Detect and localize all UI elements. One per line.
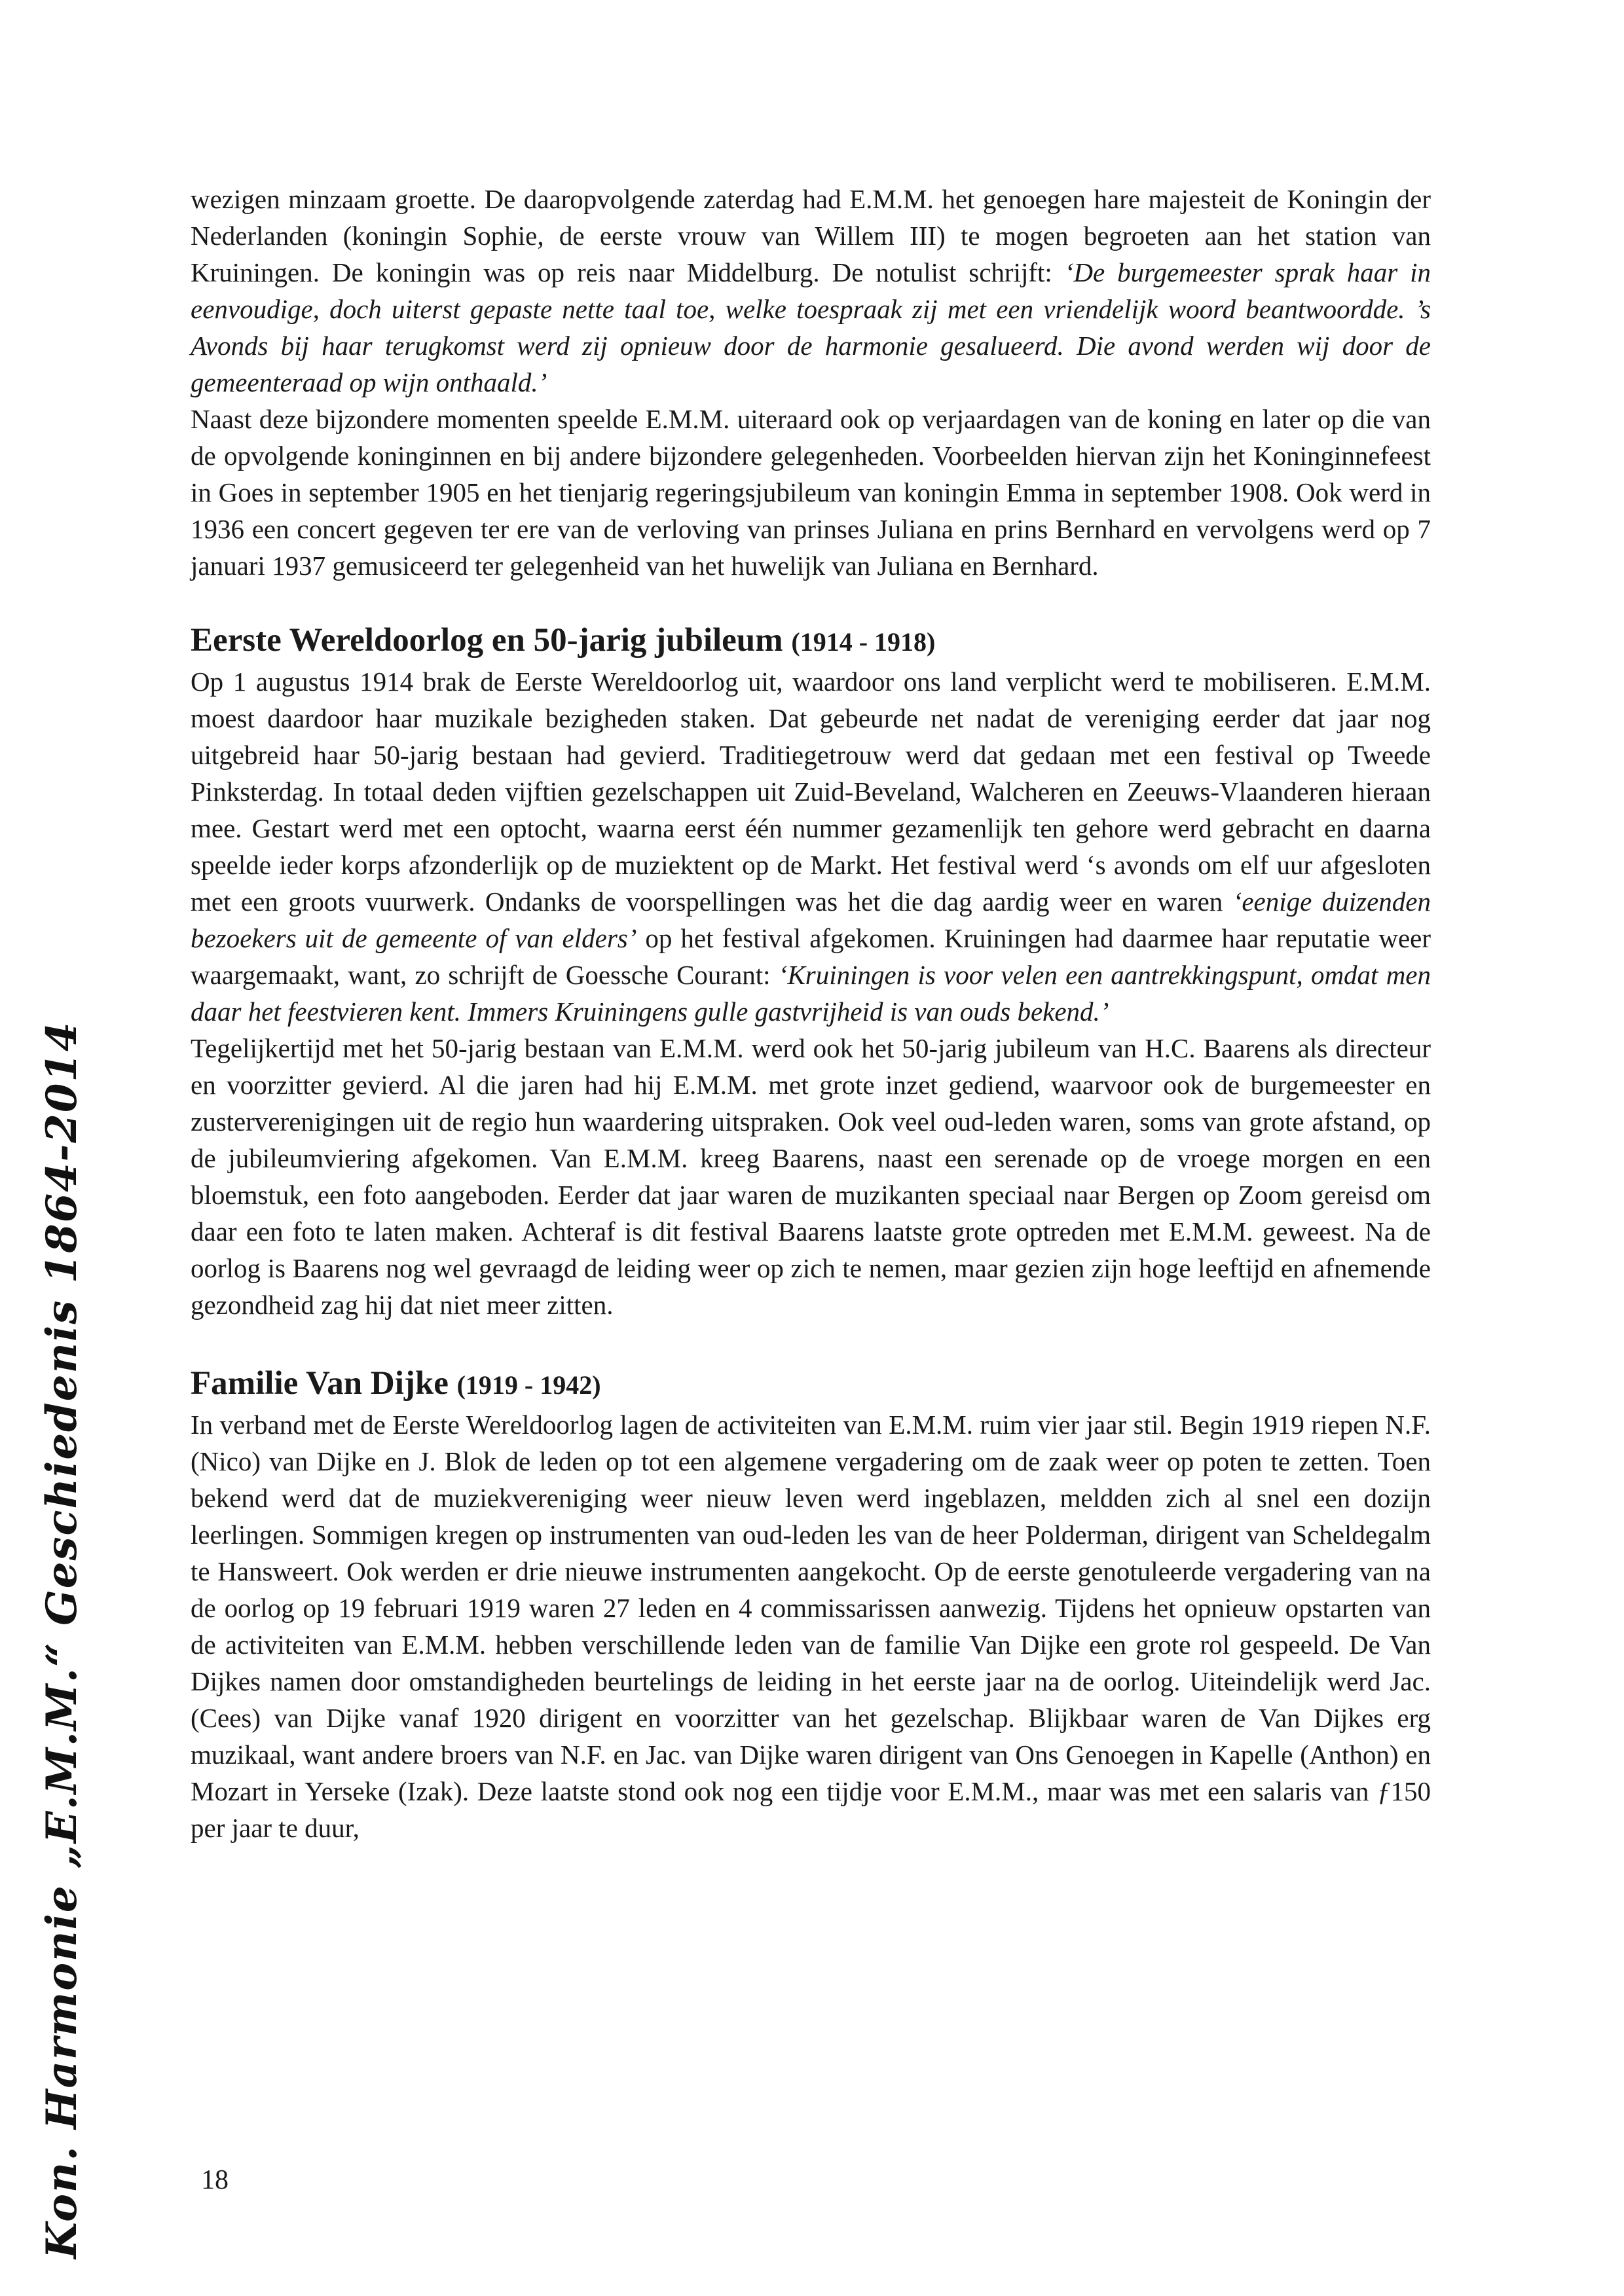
ww1-text-1: Op 1 augustus 1914 brak de Eerste Wereldoorlog uit, waardoor ons land verplicht werd te mobiliseren. E.M.M. moest daardoor haar muzikale bezigheden staken. Dat gebeurde net nadat de vereniging eerder dat jaar nog uitgebreid haar 50-jarig bestaan had gevierd. Traditiegetrouw werd dat gedaan met een festival op Tweede Pinksterdag. In totaal deden vijftien gezelschappen uit Zuid-Beveland, Walcheren en Zeeuws-Vlaanderen hieraan mee. Gestart werd met een optocht, waarna eerst één nummer gezamenlijk ten gehore werd gebracht en daarna speelde ieder korps afzonderlijk op de muziektent op de Markt. Het festival werd ‘s avonds om elf uur afgesloten met een groots vuurwerk. Ondanks de voorspellingen was het die dag aardig weer en waren xyxy=(191,666,1431,917)
intro-paragraph-1 xyxy=(191,181,1431,401)
courant-quote: ‘Kruiningen is voor velen een aantrekkingspunt, omdat men daar het feestvieren kent. Immers Kruiningens gulle gastvrijheid is van ouds bekend.’ xyxy=(191,960,1431,1027)
ww1-paragraph-2: Tegelijkertijd met het 50-jarig bestaan van E.M.M. werd ook het 50-jarig jubileum van H.C. Baarens als directeur en voorzitter gevierd. Al die jaren had hij E.M.M. met grote inzet gediend, waarvoor ook de burgemeester en zusterverenigingen uit de regio hun waardering uitspraken. Ook veel oud-leden waren, soms van grote afstand, op de jubileumviering afgekomen. Van E.M.M. kreeg Baarens, naast een serenade op de vroege morgen en een bloemstuk, een foto aangeboden. Eerder dat jaar waren de muzikanten speciaal naar Bergen op Zoom gereisd om daar een foto te laten maken. Achteraf is dit festival Baarens laatste grote optreden met E.M.M. geweest. Na de oorlog is Baarens nog wel gevraagd de leiding weer op zich te nemen, maar gezien zijn hoge leeftijd en afnemende gezondheid zag hij dat niet meer zitten. xyxy=(191,1033,1431,1320)
van-dijke-text-2: 150 per jaar te duur, xyxy=(191,1776,1431,1843)
section-heading-text: Eerste Wereldoorlog en 50-jarig jubileum xyxy=(191,622,783,659)
page-number: 18 xyxy=(201,2165,229,2195)
section-heading-dates: (1914 - 1918) xyxy=(791,627,936,657)
section-heading-dates: (1919 - 1942) xyxy=(456,1370,601,1400)
intro-text: wezigen minzaam groette. De daaropvolgende zaterdag had E.M.M. het genoegen hare majesteit de Koningin der Nederlanden (koningin Sophie, de eerste vrouw van Willem III) te mogen begroeten aan het station van Kruiningen. De koningin was op reis naar Middelburg. De notulist schrijft: xyxy=(191,184,1431,287)
ww1-paragraph-1 xyxy=(191,663,1431,1030)
section-heading-ww1 xyxy=(191,619,1431,663)
van-dijke-text-1: In verband met de Eerste Wereldoorlog lagen de activiteiten van E.M.M. ruim vier jaar stil. Begin 1919 riepen N.F. (Nico) van Dijke en J. Blok de leden op tot een algemene vergadering om de zaak weer op poten te zetten. Toen bekend werd dat de muziekvereniging weer nieuw leven werd ingeblazen, meldden zich al snel een dozijn leerlingen. Sommigen kregen op instrumenten van oud-leden les van de heer Polderman, dirigent van Scheldegalm te Hansweert. Ook werden er drie nieuwe instrumenten aangekocht. Op de eerste genotuleerde vergadering van na de oorlog op 19 februari 1919 waren 27 leden en 4 commissarissen aanwezig. Tijdens het opnieuw opstarten van de activiteiten van E.M.M. hebben verschillende leden van de familie Van Dijke een grote rol gespeeld. De Van Dijkes namen door omstandigheden beurtelings de leiding in het eerste jaar na de oorlog. Uiteindelijk werd Jac. (Cees) van Dijke vanaf 1920 dirigent en voorzitter van het gezelschap. Blijkbaar waren de Van Dijkes erg muzikaal, want andere broers van N.F. en Jac. van Dijke waren dirigent van Ons Genoegen in Kapelle (Anthon) en Mozart in Yerseke (Izak). Deze laatste stond ook nog een tijdje voor E.M.M., maar was met een salaris van xyxy=(191,1410,1431,1806)
vertical-book-title: Kon. Harmonie „E.M.M.“ Geschiedenis 1864-2014 xyxy=(37,1021,86,2259)
visitors-quote: ‘eenige duizenden bezoekers uit de gemeente of van elders’ xyxy=(191,886,1431,953)
van-dijke-paragraph-1 xyxy=(191,1406,1431,1846)
page-body xyxy=(191,181,1431,1846)
section-heading-text: Familie Van Dijke xyxy=(191,1365,449,1402)
section-spacer xyxy=(191,1323,1431,1362)
minutes-quote: ‘De burgemeester sprak haar in eenvoudige, doch uiterst gepaste nette taal toe, welke toespraak zij met een vriendelijk woord beantwoordde. ’s Avonds bij haar terugkomst werd zij opnieuw door de harmonie gesalueerd. Die avond werden wij door de gemeenteraad op wijn onthaald.’ xyxy=(191,257,1431,397)
section-spacer xyxy=(191,584,1431,619)
ww1-text-2: op het festival afgekomen. Kruiningen had daarmee haar reputatie weer waargemaakt, want, zo schrijft de Goessche Courant: xyxy=(191,923,1431,990)
florin-sign: ƒ xyxy=(1377,1776,1391,1806)
intro-paragraph-2: Naast deze bijzondere momenten speelde E.M.M. uiteraard ook op verjaardagen van de koning en later op die van de opvolgende koninginnen en bij andere bijzondere gelegenheden. Voorbeelden hiervan zijn het Koninginnefeest in Goes in september 1905 en het tienjarig regeringsjubileum van koningin Emma in september 1908. Ook werd in 1936 een concert gegeven ter ere van de verloving van prinses Juliana en prins Bernhard en vervolgens werd op 7 januari 1937 gemusiceerd ter gelegenheid van het huwelijk van Juliana en Bernhard. xyxy=(191,404,1431,581)
section-heading-van-dijke xyxy=(191,1362,1431,1406)
